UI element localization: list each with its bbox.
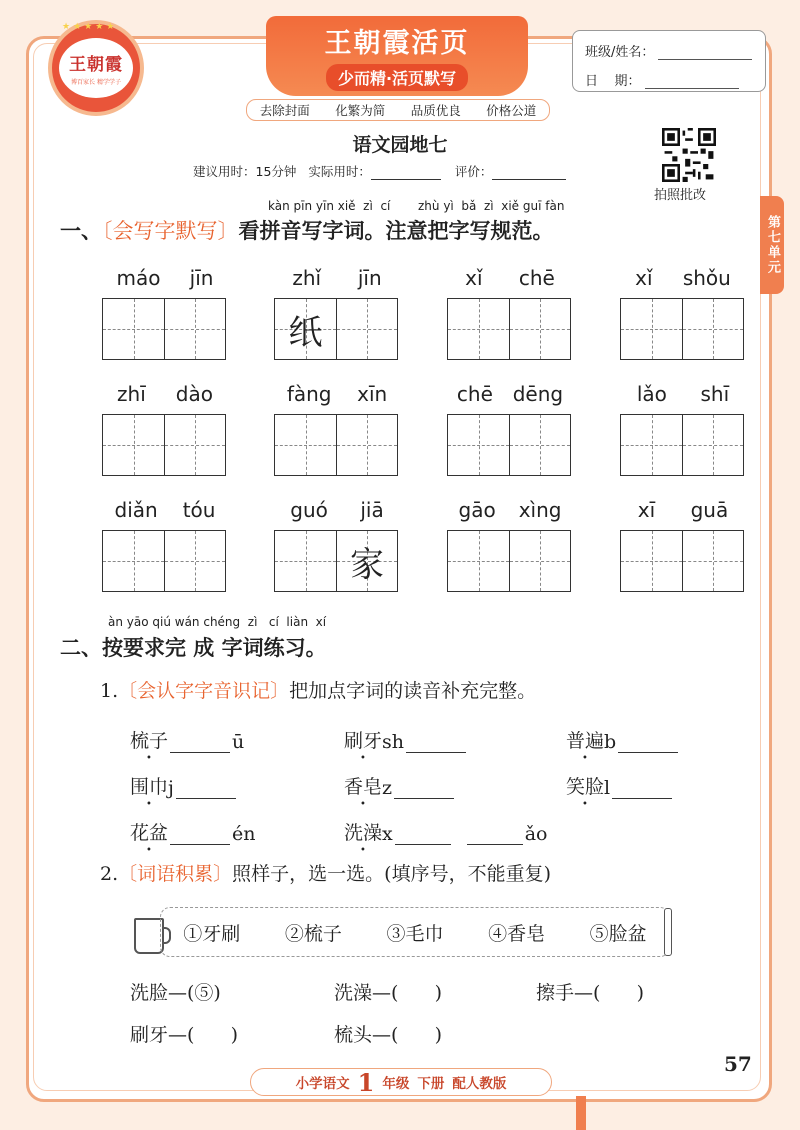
pinyin-syllable: xìng <box>518 498 562 522</box>
writing-cell[interactable] <box>448 299 509 359</box>
word-pinyin <box>274 498 400 524</box>
series-banner <box>266 16 528 96</box>
section1-heading <box>60 215 554 245</box>
word-item <box>447 498 573 592</box>
writing-cell[interactable] <box>336 415 397 475</box>
answer-blank[interactable] <box>467 826 523 845</box>
writing-grid <box>447 530 571 592</box>
writing-cell[interactable] <box>275 415 336 475</box>
footer-term: 下册 <box>417 1076 445 1092</box>
q2-number: 2. <box>100 863 119 885</box>
final-hint: én <box>232 823 256 845</box>
dotted-word: 围巾 • <box>130 772 168 799</box>
choice-item: ①牙刷 <box>183 922 241 945</box>
writing-cell[interactable] <box>103 531 164 591</box>
writing-cell[interactable] <box>682 415 743 475</box>
pronunciation-item <box>344 726 468 753</box>
initial-hint: b <box>604 731 617 753</box>
section2-number: 二、 <box>60 636 102 660</box>
pinyin-syllable: dēng <box>512 382 564 406</box>
q1-number: 1. <box>100 680 119 702</box>
choice-item: ②梳子 <box>284 922 342 945</box>
answer-item[interactable]: 洗澡—( ) <box>334 982 443 1004</box>
pinyin-syllable: chē <box>456 382 493 406</box>
pinyin-syllable: chē <box>518 266 555 290</box>
section1-pinyin-2: zhù yì bǎ zì xiě guī fàn <box>418 199 565 213</box>
pinyin-syllable: lǎo <box>636 382 667 406</box>
rating-field[interactable] <box>492 166 566 180</box>
dotted-word: 香皂 • <box>344 772 382 799</box>
q1-heading <box>100 676 536 703</box>
pinyin-syllable: fàng <box>286 382 332 406</box>
dotted-word: 洗澡 • <box>344 818 382 845</box>
q1-tag: 〔会认字字音识记〕 <box>118 680 290 702</box>
student-info-box <box>572 30 766 92</box>
word-pinyin <box>102 382 228 408</box>
actual-time-field[interactable] <box>371 166 441 180</box>
writing-cell[interactable] <box>164 415 225 475</box>
answer-item[interactable]: 擦手—( ) <box>536 982 645 1004</box>
writing-grid <box>447 298 571 360</box>
initial-hint: j <box>168 777 174 799</box>
answer-blank[interactable] <box>170 734 230 753</box>
writing-grid <box>274 414 398 476</box>
answer-blank[interactable] <box>406 734 466 753</box>
word-item <box>274 382 400 476</box>
page-number: 57 <box>724 1052 752 1076</box>
writing-cell[interactable] <box>509 531 570 591</box>
writing-cell[interactable] <box>103 415 164 475</box>
slogan: 价格公道 <box>486 103 537 118</box>
writing-cell[interactable] <box>164 299 225 359</box>
section1-number: 一、 <box>60 219 102 243</box>
pinyin-syllable: shī <box>700 382 730 406</box>
final-hint: ǎo <box>524 823 548 845</box>
initial-hint: z <box>382 777 393 799</box>
date-label: 日 期： <box>585 74 641 89</box>
answer-item[interactable]: 刷牙—( ) <box>130 1024 239 1046</box>
slogan-bar <box>246 99 550 121</box>
word-item <box>274 498 400 592</box>
unit-tab: 第七单元 <box>760 196 784 294</box>
answer-blank[interactable] <box>176 780 236 799</box>
footer-grade-word: 年级 <box>382 1076 410 1092</box>
writing-cell[interactable] <box>275 531 336 591</box>
time-row <box>193 162 566 180</box>
class-name-field[interactable] <box>658 45 752 60</box>
section2-instruction: 按要求完 成 字词练习。 <box>102 636 327 660</box>
writing-cell[interactable] <box>103 299 164 359</box>
choice-item: ④香皂 <box>488 922 546 945</box>
word-item <box>620 266 746 360</box>
pinyin-syllable: máo <box>116 266 161 290</box>
choice-item: ⑤脸盆 <box>589 922 647 945</box>
pronunciation-item <box>130 772 238 799</box>
answer-blank[interactable] <box>612 780 672 799</box>
writing-cell[interactable] <box>621 531 682 591</box>
footer-edition: 配人教版 <box>452 1076 507 1092</box>
answer-blank[interactable] <box>170 826 230 845</box>
slogan: 去除封面 <box>259 103 310 118</box>
dotted-word: 花盆 • <box>130 818 168 845</box>
writing-grid <box>102 530 226 592</box>
q2-heading <box>100 859 551 886</box>
word-pinyin <box>274 266 400 292</box>
dotted-word: 刷牙 • <box>344 726 382 753</box>
date-field[interactable] <box>645 74 739 89</box>
writing-cell[interactable] <box>336 299 397 359</box>
word-item <box>447 382 573 476</box>
answer-item[interactable]: 洗脸—(⑤) <box>130 982 221 1004</box>
suggested-time: 建议用时：15分钟 <box>193 164 297 179</box>
word-pinyin <box>620 382 746 408</box>
q2-instruction: 照样子，选一选。(填序号，不能重复) <box>232 863 551 885</box>
answer-item[interactable]: 梳头—( ) <box>334 1024 443 1046</box>
pinyin-syllable: dào <box>175 382 213 406</box>
series-subtitle: 少而精·活页默写 <box>326 64 468 91</box>
pinyin-syllable: xīn <box>357 382 388 406</box>
writing-cell[interactable] <box>164 531 225 591</box>
dotted-word: 普遍 • <box>566 726 604 753</box>
rating-label: 评价： <box>454 164 493 179</box>
pronunciation-item <box>344 772 456 799</box>
writing-cell[interactable] <box>621 299 682 359</box>
writing-grid <box>102 298 226 360</box>
pronunciation-item <box>130 726 244 753</box>
pinyin-syllable: shǒu <box>682 266 731 290</box>
word-pinyin <box>447 382 573 408</box>
writing-grid <box>102 414 226 476</box>
word-item <box>447 266 573 360</box>
choice-box <box>160 907 670 957</box>
logo-text: 王朝霞 <box>69 55 123 75</box>
pinyin-syllable: xǐ <box>635 266 653 290</box>
pronunciation-item <box>344 818 548 845</box>
section1-tag: 〔会写字默写〕 <box>102 219 239 243</box>
answer-blank[interactable] <box>394 780 454 799</box>
footer-subject: 小学语文 <box>295 1076 350 1092</box>
initial-hint: sh <box>382 731 405 753</box>
q2-tag: 〔词语积累〕 <box>118 863 233 885</box>
section2-heading <box>60 632 327 662</box>
page-title: 语文园地七 <box>352 134 448 156</box>
writing-grid <box>620 298 744 360</box>
pinyin-syllable: xǐ <box>465 266 483 290</box>
writing-cell[interactable] <box>448 531 509 591</box>
series-title: 王朝霞活页 <box>324 28 470 59</box>
pinyin-syllable: tóu <box>182 498 216 522</box>
pinyin-syllable: guā <box>690 498 729 522</box>
writing-grid <box>447 414 571 476</box>
class-name-label: 班级/姓名： <box>585 45 655 60</box>
word-pinyin <box>102 266 228 292</box>
writing-grid <box>274 298 398 360</box>
pronunciation-item <box>566 772 674 799</box>
section2-pinyin: àn yāo qiú wán chéng zì cí liàn xí <box>108 615 327 629</box>
pinyin-syllable: jiā <box>360 498 384 522</box>
written-char: 纸 <box>288 312 323 353</box>
star-icon: ★★★★★ <box>62 22 118 32</box>
dotted-word: 笑脸 • <box>566 772 604 799</box>
word-pinyin <box>447 266 573 292</box>
section1-instruction: 看拼音写字词。注意把字写规范。 <box>238 219 554 243</box>
slogan: 品质优良 <box>410 103 461 118</box>
writing-cell[interactable] <box>448 415 509 475</box>
logo-tag: 博百家长 精学学子 <box>71 79 121 86</box>
initial-hint: l <box>604 777 611 799</box>
writing-cell[interactable] <box>509 415 570 475</box>
writing-cell[interactable] <box>682 299 743 359</box>
writing-cell[interactable] <box>509 299 570 359</box>
pronunciation-item <box>130 818 256 845</box>
final-hint: ū <box>232 731 245 753</box>
word-pinyin <box>102 498 228 524</box>
brand-logo <box>48 20 144 116</box>
pinyin-syllable: jīn <box>189 266 214 290</box>
slogan: 化繁为简 <box>335 103 386 118</box>
bottom-tab <box>576 1096 586 1130</box>
writing-cell[interactable] <box>621 415 682 475</box>
qr-code-icon[interactable] <box>662 128 716 182</box>
word-item <box>102 266 228 360</box>
toothbrush-icon <box>664 908 672 956</box>
word-item <box>620 382 746 476</box>
pinyin-syllable: zhǐ <box>292 266 322 290</box>
actual-time-label: 实际用时： <box>308 164 371 179</box>
pinyin-syllable: zhī <box>117 382 146 406</box>
word-item <box>102 382 228 476</box>
pinyin-syllable: gāo <box>458 498 496 522</box>
writing-grid <box>620 414 744 476</box>
pinyin-syllable: xī <box>637 498 656 522</box>
dotted-word: 梳子 • <box>130 726 168 753</box>
word-item <box>274 266 400 360</box>
pinyin-syllable: jīn <box>357 266 382 290</box>
pronunciation-item <box>566 726 680 753</box>
word-item <box>102 498 228 592</box>
word-pinyin <box>620 266 746 292</box>
writing-grid <box>620 530 744 592</box>
answer-blank[interactable] <box>395 826 451 845</box>
word-pinyin <box>620 498 746 524</box>
writing-cell[interactable] <box>682 531 743 591</box>
initial-hint: x <box>382 823 393 845</box>
pinyin-syllable: diǎn <box>114 498 158 522</box>
word-pinyin <box>274 382 400 408</box>
writing-grid <box>274 530 398 592</box>
word-pinyin <box>447 498 573 524</box>
pinyin-syllable: guó <box>290 498 328 522</box>
writing-cell[interactable] <box>336 531 397 591</box>
q1-instruction: 把加点字词的读音补充完整。 <box>289 680 537 702</box>
footer-grade: 1 <box>357 1067 375 1097</box>
choice-item: ③毛巾 <box>386 922 444 945</box>
word-item <box>620 498 746 592</box>
footer-bar <box>250 1068 552 1096</box>
writing-cell[interactable] <box>275 299 336 359</box>
qr-label: 拍照批改 <box>654 188 707 203</box>
answer-blank[interactable] <box>618 734 678 753</box>
section1-pinyin: kàn pīn yīn xiě zì cí <box>268 199 391 213</box>
written-char: 家 <box>350 544 384 585</box>
